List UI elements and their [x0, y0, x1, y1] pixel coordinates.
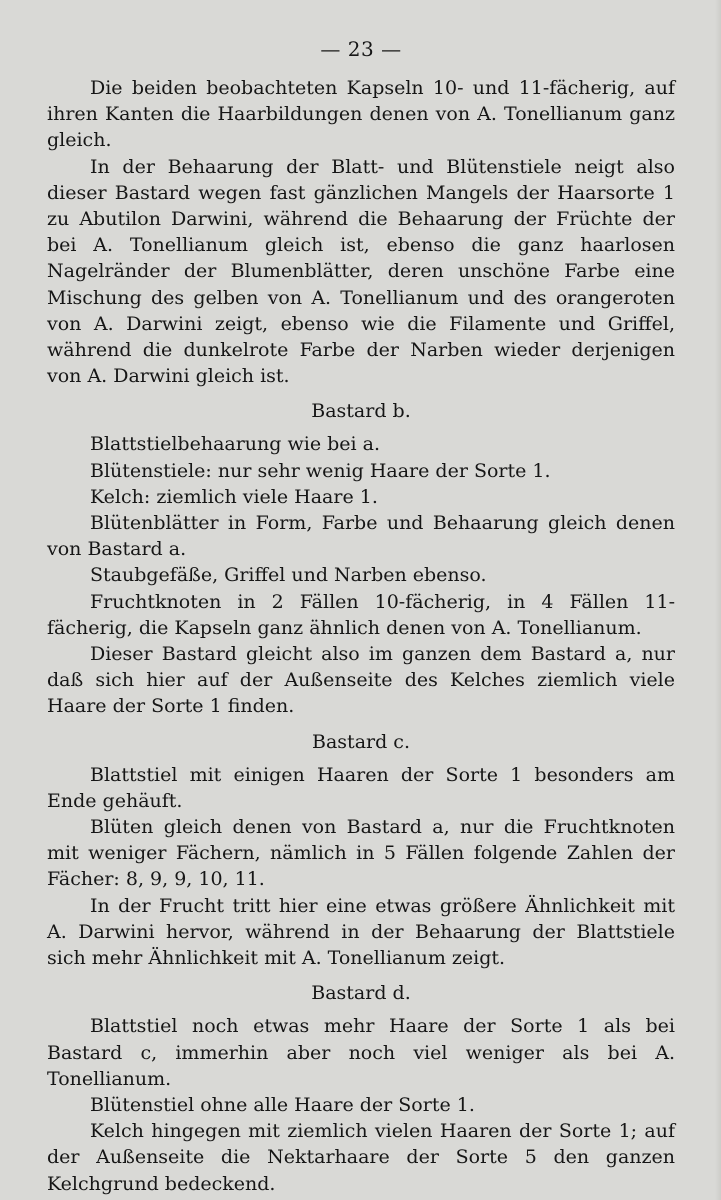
paragraph: Fruchtknoten in 2 Fällen 10-fächerig, in 4 Fällen 11-fächerig, die Kapseln ganz ähnlich denen von A. Tonellianum. [47, 590, 675, 639]
paragraph: Die beiden beobachteten Kapseln 10- und 11-fächerig, auf ihren Kanten die Haarbildungen denen von A. Tonellianum ganz gleich. [47, 77, 675, 152]
paragraph: Blattstiel noch etwas mehr Haare der Sorte 1 als bei Bastard c, immerhin aber noch viel weniger als bei A. Tonellianum. [47, 1015, 675, 1090]
paragraph: Blattstiel mit einigen Haaren der Sorte 1 besonders am Ende gehäuft. [47, 763, 675, 812]
section-bastard-d [47, 980, 675, 1196]
paragraph: Blütenstiel ohne alle Haare der Sorte 1. [90, 1093, 475, 1116]
section-heading: Bastard c. [312, 730, 410, 753]
paragraph: Blütenblätter in Form, Farbe und Behaarung gleich denen von Bastard a. [47, 512, 675, 561]
paragraph: Staubgefäße, Griffel und Narben ebenso. [90, 564, 487, 587]
paragraph: Dieser Bastard gleicht also im ganzen dem Bastard a, nur daß sich hier auf der Außenseite des Kelches ziemlich viele Haare der Sorte 1 finden. [47, 643, 675, 718]
paragraph: In der Behaarung der Blatt- und Blütenstiele neigt also dieser Bastard wegen fast gänzlichen Mangels der Haarsorte 1 zu Abutilon Darwini, während die Behaarung der Früchte der bei A. Tonellianum gleich ist, ebenso die ganz haarlosen Nagelränder der Blumenblätter, deren unschöne Farbe eine Mischung des gelben von A. Tonellianum und des orangeroten von A. Darwini zeigt, ebenso wie die Filamente und Griffel, während die dunkelrote Farbe der Narben wieder derjenigen von A. Darwini gleich ist. [47, 155, 675, 388]
paragraph: Blütenstiele: nur sehr wenig Haare der Sorte 1. [90, 459, 551, 482]
section-bastard-b [47, 398, 675, 719]
section-heading: Bastard d. [311, 982, 411, 1005]
section-bastard-c [47, 729, 675, 972]
paragraph: In der Frucht tritt hier eine etwas größere Ähnlichkeit mit A. Darwini hervor, während in der Behaarung der Blattstiele sich mehr Ähnlichkeit mit A. Tonellianum zeigt. [47, 894, 675, 970]
paragraph: Kelch: ziemlich viele Haare 1. [90, 485, 378, 508]
section-heading: Bastard b. [311, 400, 411, 423]
page-number: — 23 — [320, 37, 402, 61]
paragraph: Blattstielbehaarung wie bei a. [90, 433, 380, 456]
paragraph: Kelch hingegen mit ziemlich vielen Haaren der Sorte 1; auf der Außenseite die Nektarhaare der Sorte 5 den ganzen Kelchgrund bedeckend. [47, 1120, 675, 1195]
intro-block [47, 75, 675, 389]
paragraph: Blüten gleich denen von Bastard a, nur die Fruchtknoten mit weniger Fächern, nämlich in 5 Fällen folgende Zahlen der Fächer: 8, 9, 9, 10, 11. [47, 816, 675, 891]
